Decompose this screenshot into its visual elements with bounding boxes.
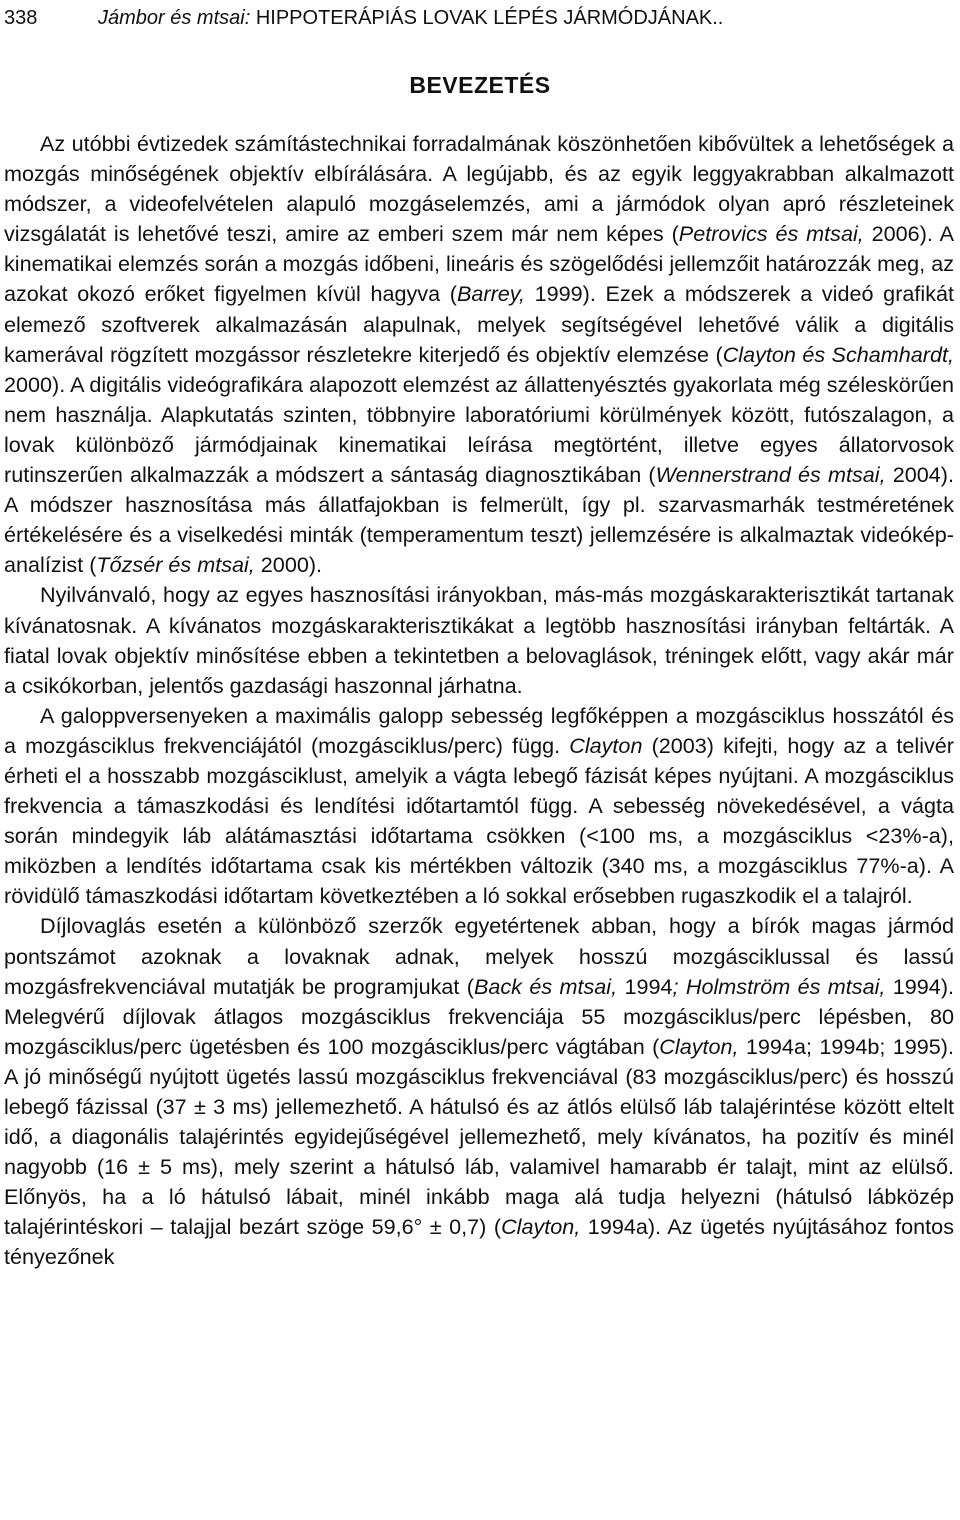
running-head-title: HIPPOTERÁPIÁS LOVAK LÉPÉS JÁRMÓDJÁNAK.. — [255, 7, 724, 29]
text-run: Díjlovaglás esetén a különböző szerzők egyetértenek abban, hogy a bírók magas jármód pontszámot azoknak a lovaknak adnak, melyek hosszú mozgásciklussal és lassú mozgásfrekvenciával mutatják be programjukat ( — [4, 913, 954, 999]
citation: Petrovics és mtsai, — [678, 221, 864, 247]
citation: Wennerstrand és mtsai, — [655, 462, 886, 488]
paragraph — [4, 129, 954, 580]
text-run: 2004). A módszer hasznosítása más állatfajokban is felmerült, így pl. szarvasmarhák testméretének értékelésére és a viselkedési minták (temperamentum teszt) jellemzésére is alkalmaztak videókép-analízist ( — [4, 462, 954, 578]
paragraph — [4, 580, 954, 700]
citation: Clayton, — [501, 1214, 581, 1240]
paragraph — [4, 911, 954, 1272]
citation: Clayton — [569, 732, 643, 758]
text-run: 1994a). Az ügetés nyújtásához fontos tényezőnek — [4, 1214, 954, 1270]
text-run: 1994a; 1994b; 1995). A jó minőségű nyújtott ügetés lassú mozgásciklus frekvenciával (83 mozgásciklus/perc) és hosszú lebegő fázissal (37 ± 3 ms) jellemezhető. A hátulsó és az átlós elülső láb talajérintése között eltelt idő, a diagonális talajérintés egyidejűségével jellemezhető, mely kívánatos, ha pozitív és minél nagyobb (16 ± 5 ms), mely szerint a hátulsó láb, valamivel hamarabb ér talajt, mint az elülső. Előnyös, ha a ló hátulsó lábait, minél inkább maga alá tudja helyezni (hátulsó lábközép talajérintéskori – talajjal bezárt szöge 59,6° ± 0,7) ( — [4, 1033, 954, 1240]
running-header — [4, 2, 954, 34]
citation: Clayton, — [659, 1033, 739, 1059]
text-run: Nyilvánvaló, hogy az egyes hasznosítási irányokban, más-más mozgáskarakterisztikát tartanak kívánatosnak. A kívánatos mozgáskarakterisztikákat a legtöbb hasznosítási irányban feltárták. A fiatal lovak objektív minősítése ebben a tekintetben a belovaglások, tréningek előtt, vagy akár már a csikókorban, jelentős gazdasági haszonnal járhatna. — [4, 582, 954, 698]
text-run: A galoppversenyeken a maximális galopp sebesség legfőképpen a mozgásciklus hosszától és a mozgásciklus frekvenciájától (mozgásciklus/perc) függ. — [4, 702, 954, 758]
text-run: 2000). A digitális videógrafikára alapozott elemzést az állattenyésztés gyakorlata még széleskörűen nem használja. Alapkutatás szinten, többnyire laboratóriumi körülmények között, futószalagon, a lovak különböző jármódjainak kinematikai leírása megtörtént, illetve egyes állatorvosok rutinszerűen alkalmazzák a módszert a sántaság diagnosztikában ( — [4, 371, 954, 488]
text-run: Az utóbbi évtizedek számítástechnikai forradalmának köszönhetően kibővültek a lehetőségek a mozgás minőségének objektív elbírálására. A legújabb, és az egyik leggyakrabban alkalmazott módszer, a videofelvételen alapuló mozgáselemzés, ami a jármódok olyan apró részleteinek vizsgálatát is lehetővé teszi, amire az emberi szem már nem képes ( — [4, 131, 954, 247]
text-run: (2003) kifejti, hogy az a telivér érheti el a hosszabb mozgásciklust, amelyik a vágta lebegő fázisát képes nyújtani. A mozgásciklus frekvencia a támaszkodási és lendítési időtartamtól függ. A sebesség növekedésével, a vágta során mindegyik láb alátámasztási időtartama csökken (<100 ms, a mozgásciklus <23%-a), miközben a lendítés időtartama csak kis mértékben változik (340 ms, a mozgásciklus 77%-a). A rövidülő támaszkodási időtartam következtében a ló sokkal erősebben rugaszkodik el a talajról. — [4, 732, 954, 909]
citation: Tőzsér és mtsai, — [96, 552, 255, 578]
citation: Barrey, — [456, 281, 525, 307]
text-run: 1999). Ezek a módszerek a videó grafikát elemező szoftverek alkalmazásán alapulnak, melyek segítségével lehetővé válik a digitális kamerával rögzített mozgássor részletekre kiterjedő és objektív elemzése ( — [4, 281, 954, 367]
citation: Back és mtsai, — [473, 973, 618, 999]
running-head-authors: Jámbor és mtsai: — [98, 7, 251, 29]
text-run: 2006). A kinematikai elemzés során a mozgás időbeni, lineáris és szögelődési jellemzőit határozzák meg, az azokat okozó erőket figyelmen kívül hagyva ( — [4, 221, 954, 307]
paragraph — [4, 701, 954, 912]
body-text — [4, 129, 954, 1273]
citation: Clayton és Schamhardt, — [722, 341, 954, 367]
text-run: 2000). — [254, 552, 323, 578]
text-run: 1994 — [617, 973, 673, 999]
running-head — [98, 7, 723, 29]
text-run: 1994). Melegvérű díjlovak átlagos mozgásciklus frekvenciája 55 mozgásciklus/perc lépésben, 80 mozgásciklus/perc ügetésben és 100 mozgásciklus/perc vágtában ( — [4, 973, 955, 1059]
citation: ; Holmström és mtsai, — [672, 973, 886, 999]
section-title: BEVEZETÉS — [409, 72, 551, 98]
page-number: 338 — [4, 7, 38, 29]
